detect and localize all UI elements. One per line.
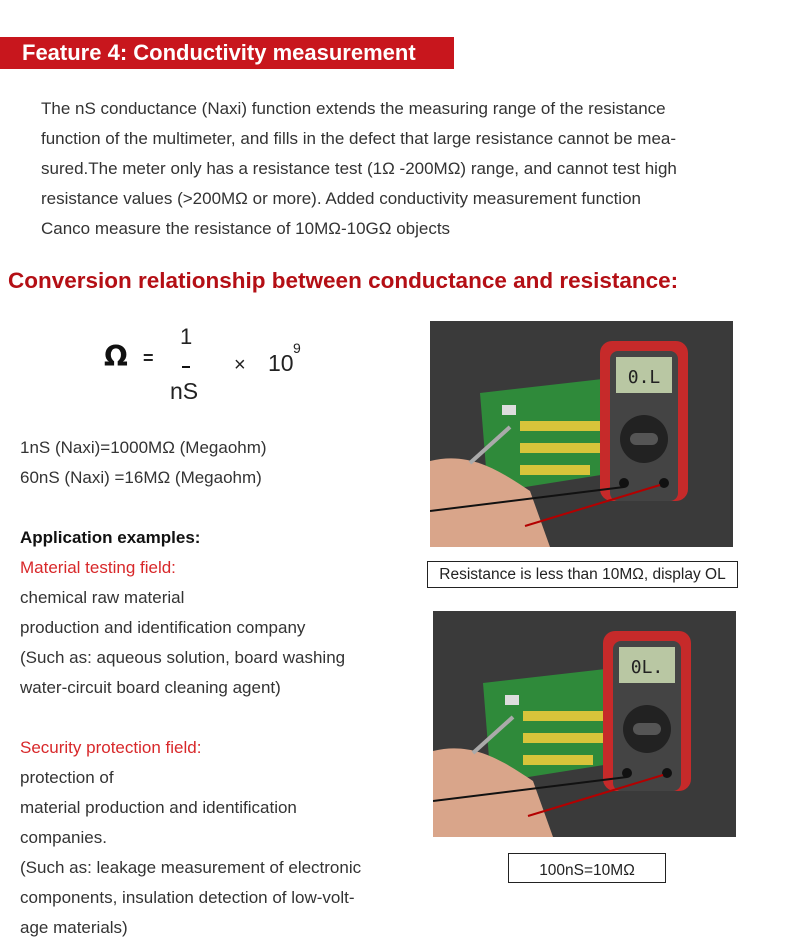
feature-banner: Feature 4: Conductivity measurement <box>0 37 454 69</box>
intro-line: Canco measure the resistance of 10MΩ-10GΩ objects <box>41 219 451 238</box>
conversion-heading: Conversion relationship between conductance and resistance: <box>8 268 679 293</box>
security-line: material production and identification <box>20 798 297 817</box>
fraction-bar <box>182 366 190 368</box>
security-line: companies. <box>20 828 107 847</box>
material-line: production and identification company <box>20 618 306 637</box>
conversion-line: 1nS (Naxi)=1000MΩ (Megaohm) <box>20 438 267 457</box>
ohm-symbol: Ω <box>104 340 128 373</box>
equals-sign: = <box>143 348 154 368</box>
material-field-text: chemical raw material <box>20 588 185 607</box>
application-examples <box>20 523 405 943</box>
intro-line: sured.The meter only has a resistance test (1Ω -200MΩ) range, and cannot test high <box>41 159 677 178</box>
security-field-label: Security protection field: <box>20 738 202 757</box>
conversion-examples <box>20 433 267 493</box>
intro-paragraph <box>41 94 746 244</box>
security-line: components, insulation detection of low-volt- <box>20 888 355 907</box>
multimeter-photo-1 <box>430 321 733 547</box>
material-field-line <box>20 553 405 613</box>
meter-display-text: 0.L <box>627 367 661 388</box>
conversion-formula <box>90 318 330 418</box>
photo-1-caption: Resistance is less than 10MΩ, display OL <box>427 561 738 588</box>
security-line: (Such as: leakage measurement of electronic <box>20 858 362 877</box>
material-field-label: Material testing field: <box>20 558 176 577</box>
intro-line: function of the multimeter, and fills in the defect that large resistance cannot be mea- <box>41 129 677 148</box>
intro-line: The nS conductance (Naxi) function extends the measuring range of the resistance <box>41 99 666 118</box>
formula-exponent: 9 <box>293 340 301 356</box>
security-field-line <box>20 733 405 793</box>
multimeter-photo-2 <box>433 611 736 837</box>
security-line: age materials) <box>20 918 128 937</box>
applications-title: Application examples: <box>20 528 201 547</box>
photo-2-caption: 100nS=10MΩ <box>508 853 666 883</box>
times-sign: × <box>234 354 246 376</box>
conversion-line: 60nS (Naxi) =16MΩ (Megaohm) <box>20 468 262 487</box>
multimeter-illustration <box>433 611 736 837</box>
formula-base: 10 <box>268 350 294 376</box>
meter-display-text: 0L. <box>630 657 664 678</box>
material-line: (Such as: aqueous solution, board washing <box>20 648 346 667</box>
spacer <box>20 703 405 733</box>
multimeter-illustration <box>430 321 733 547</box>
intro-line: resistance values (>200MΩ or more). Added conductivity measurement function <box>41 189 641 208</box>
material-line: water-circuit board cleaning agent) <box>20 678 281 697</box>
formula-numerator: 1 <box>180 324 193 349</box>
security-field-text: protection of <box>20 768 114 787</box>
formula-denominator: nS <box>170 378 199 404</box>
